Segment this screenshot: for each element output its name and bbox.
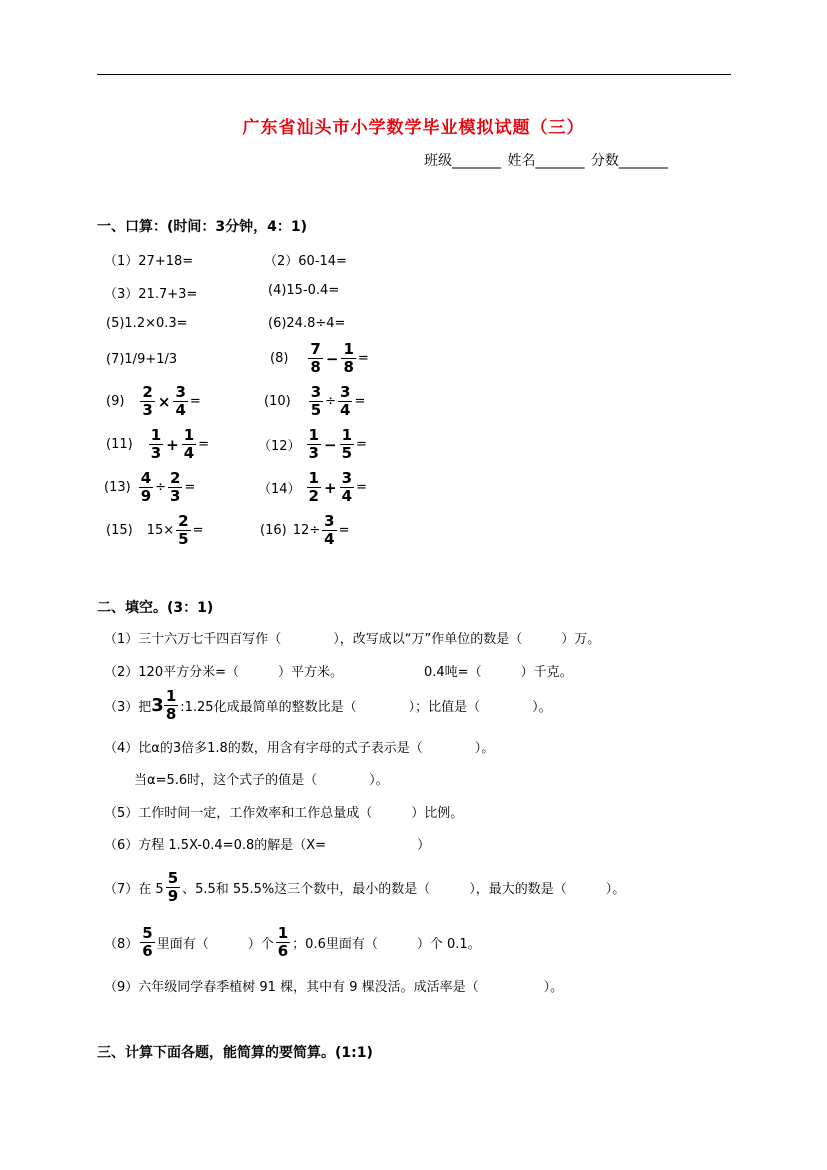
- q1-13: (13) $\frac{4}{9}$ ÷ $\frac{2}{3}$ =: [104, 469, 196, 505]
- q2-9: （9）六年级同学春季植树 91 棵，其中有 9 棵没活。成活率是（ ）。: [104, 980, 564, 995]
- q2-5: （5）工作时间一定，工作效率和工作总量成（ ）比例。: [104, 806, 464, 821]
- q1-10: (10) $\frac{3}{5}$ ÷ $\frac{3}{4}$ =: [264, 383, 366, 419]
- section1-heading: 一、口算：(时间：3分钟，4：1): [97, 219, 308, 235]
- class-field: 班级_______: [424, 153, 501, 169]
- fraction: $\frac{5}{9}$: [167, 869, 179, 905]
- q1-1: （1）27+18=: [104, 254, 194, 269]
- fraction: $\frac{3}{4}$: [175, 383, 186, 419]
- section2-heading: 二、填空。(3：1): [97, 600, 214, 616]
- q2-8: （8） $\frac{5}{6}$ 里面有（ ）个 $\frac{1}{6}$ ；0.6里面有（ ）个 0.1。: [104, 924, 481, 960]
- fraction: $\frac{2}{5}$: [178, 512, 189, 548]
- q1-12: （12） $\frac{1}{3}$ − $\frac{1}{5}$ =: [258, 426, 367, 462]
- header-rule: [97, 74, 731, 75]
- q2-4b: 当α=5.6时，这个式子的值是（ ）。: [134, 773, 389, 788]
- q1-9: (9) $\frac{2}{3}$ × $\frac{3}{4}$ =: [106, 383, 201, 419]
- fraction: $\frac{1}{8}$: [165, 687, 177, 723]
- fraction: $\frac{1}{6}$: [277, 924, 289, 960]
- fraction: $\frac{3}{5}$: [310, 383, 322, 419]
- q1-6: (6)24.8÷4=: [268, 316, 346, 331]
- q2-7: （7）在 5 $\frac{5}{9}$ 、5.5和 55.5%这三个数中，最小的数是（ ），最大的数是（ ）。: [104, 869, 626, 905]
- name-field: 姓名_______: [507, 153, 585, 169]
- q2-2b: 0.4吨=（ ）千克。: [424, 665, 573, 680]
- fraction: $\frac{3}{4}$: [324, 512, 335, 548]
- q1-7: (7)1/9+1/3: [106, 352, 178, 367]
- fraction: $\frac{3}{4}$: [341, 469, 352, 505]
- fraction: $\frac{2}{3}$: [142, 383, 153, 419]
- fraction: $\frac{1}{2}$: [308, 469, 319, 505]
- q2-3: （3）把 3 $\frac{1}{8}$ :1.25化成最简单的整数比是（ ）；比值是（ ）。: [104, 687, 552, 723]
- q1-2: （2）60-14=: [264, 254, 347, 269]
- fraction: $\frac{1}{3}$: [308, 426, 319, 462]
- section3-heading: 三、计算下面各题，能简算的要简算。(1:1): [97, 1045, 373, 1061]
- fraction: $\frac{3}{4}$: [340, 383, 351, 419]
- student-info: [424, 150, 670, 170]
- q2-2a: （2）120平方分米=（ ）平方米。: [104, 665, 343, 680]
- q1-8: (8) $\frac{7}{8}$ − $\frac{1}{8}$ =: [270, 340, 369, 376]
- q1-11: (11) $\frac{1}{3}$ + $\frac{1}{4}$ =: [106, 426, 210, 462]
- fraction: $\frac{4}{9}$: [140, 469, 152, 505]
- fraction: $\frac{1}{8}$: [343, 340, 354, 376]
- q1-4: (4)15-0.4=: [268, 283, 340, 298]
- fraction: $\frac{2}{3}$: [170, 469, 181, 505]
- q2-4a: （4）比α的3倍多1.8的数，用含有字母的式子表示是（ ）。: [104, 741, 495, 756]
- fraction: $\frac{1}{3}$: [150, 426, 162, 462]
- fraction: $\frac{5}{6}$: [142, 924, 153, 960]
- q2-6: （6）方程 1.5X-0.4=0.8的解是（X= ）: [104, 838, 431, 853]
- q1-3: （3）21.7+3=: [104, 287, 198, 302]
- score-field: 分数_______: [590, 153, 668, 169]
- fraction: $\frac{7}{8}$: [310, 340, 321, 376]
- page-title: 广东省汕头市小学数学毕业模拟试题（三）: [242, 118, 585, 138]
- q1-14: （14） $\frac{1}{2}$ + $\frac{3}{4}$ =: [258, 469, 367, 505]
- q1-16: (16) 12÷ $\frac{3}{4}$ =: [260, 512, 350, 548]
- q1-15: (15) 15× $\frac{2}{5}$ =: [106, 512, 204, 548]
- fraction: $\frac{1}{4}$: [183, 426, 195, 462]
- fraction: $\frac{1}{5}$: [341, 426, 352, 462]
- q2-1: （1）三十六万七千四百写作（ ），改写成以“万”作单位的数是（ ）万。: [104, 632, 601, 647]
- q1-5: (5)1.2×0.3=: [106, 316, 188, 331]
